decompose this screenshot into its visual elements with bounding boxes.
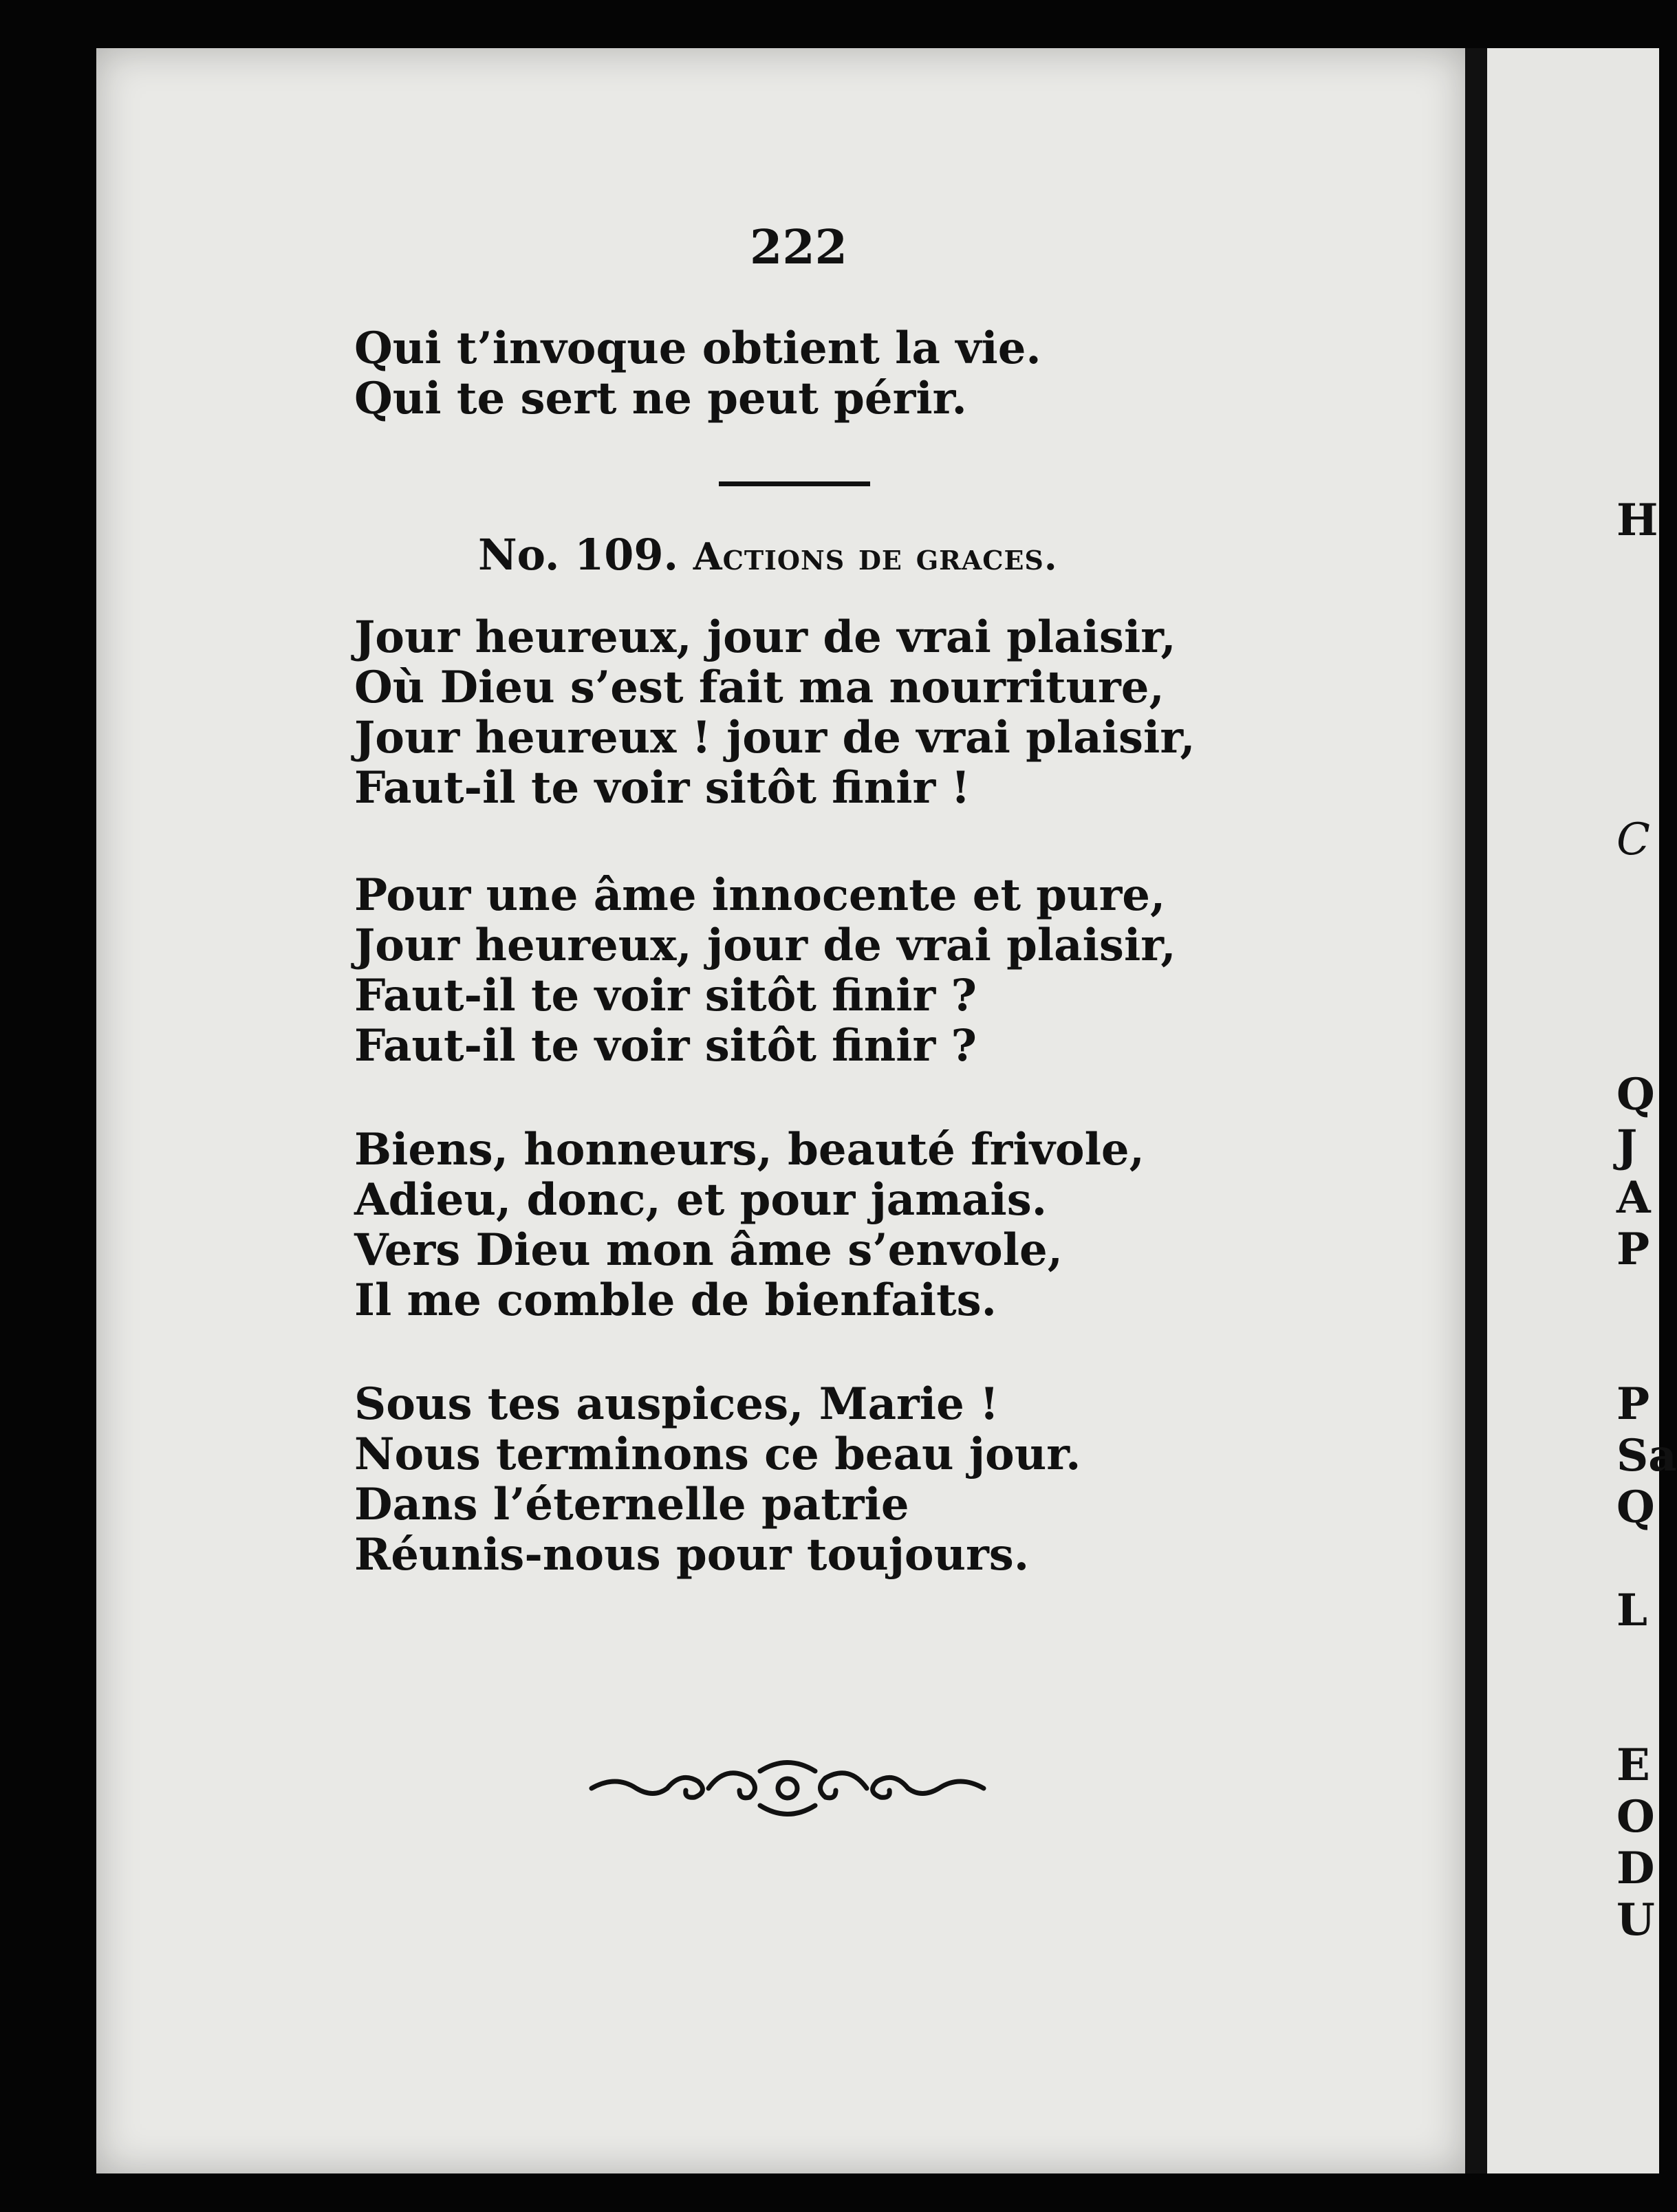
facing-page-fragment: O bbox=[1616, 1791, 1655, 1843]
verse-line: Jour heureux ! jour de vrai plaisir, bbox=[354, 712, 1195, 763]
hymn-heading bbox=[478, 530, 1058, 580]
stanza-1 bbox=[354, 612, 1195, 813]
verse-line: Dans l’éternelle patrie bbox=[354, 1479, 909, 1530]
stanza-3 bbox=[354, 1125, 1145, 1325]
facing-page-fragment: Sa bbox=[1616, 1430, 1677, 1482]
section-divider bbox=[719, 481, 870, 486]
verse-line: Faut-il te voir sitôt finir ! bbox=[354, 762, 971, 814]
verse-line: Biens, honneurs, beauté frivole, bbox=[354, 1124, 1145, 1175]
hymn-title: Actions de graces. bbox=[693, 534, 1058, 578]
stanza-4 bbox=[354, 1379, 1081, 1580]
verse-line: Faut-il te voir sitôt finir ? bbox=[354, 1020, 977, 1072]
verse-line: Pour une âme innocente et pure, bbox=[354, 869, 1166, 921]
facing-page-fragment: Q bbox=[1616, 1482, 1655, 1533]
verse-line: Nous terminons ce beau jour. bbox=[354, 1429, 1081, 1480]
facing-page-fragment: C bbox=[1616, 814, 1650, 865]
verse-line: Vers Dieu mon âme s’envole, bbox=[354, 1224, 1063, 1276]
verse-line: Réunis-nous pour toujours. bbox=[354, 1529, 1030, 1581]
verse-line: Sous tes auspices, Marie ! bbox=[354, 1378, 999, 1430]
facing-page-fragment: A bbox=[1616, 1172, 1651, 1224]
page-number: 222 bbox=[750, 220, 847, 275]
facing-page-fragment: U bbox=[1616, 1894, 1655, 1946]
verse-line: Qui te sert ne peut périr. bbox=[354, 373, 967, 424]
book-gutter bbox=[1465, 48, 1487, 2173]
verse-line: Faut-il te voir sitôt finir ? bbox=[354, 970, 977, 1021]
facing-page-fragment: E bbox=[1616, 1739, 1650, 1791]
verse-line: Qui t’invoque obtient la vie. bbox=[354, 323, 1041, 374]
facing-page-fragment: D bbox=[1616, 1843, 1655, 1894]
facing-page-fragment: P bbox=[1616, 1224, 1650, 1275]
ornament-flourish-icon bbox=[588, 1757, 987, 1819]
facing-page-fragment: L bbox=[1616, 1585, 1647, 1636]
verse-line: Jour heureux, jour de vrai plaisir, bbox=[354, 611, 1176, 663]
facing-page-fragment: Q bbox=[1616, 1069, 1655, 1120]
verse-line: Où Dieu s’est fait ma nourriture, bbox=[354, 662, 1165, 713]
facing-page-fragment: P bbox=[1616, 1378, 1650, 1430]
facing-page-fragment: J bbox=[1616, 1120, 1638, 1172]
verse-line: Il me comble de bienfaits. bbox=[354, 1275, 997, 1326]
verse-line: Adieu, donc, et pour jamais. bbox=[354, 1174, 1047, 1226]
facing-page-fragment: H bbox=[1616, 495, 1658, 546]
stanza-2 bbox=[354, 870, 1176, 1071]
opening-lines bbox=[354, 323, 1041, 424]
hymn-number: No. 109. bbox=[478, 530, 679, 580]
verse-line: Jour heureux, jour de vrai plaisir, bbox=[354, 920, 1176, 971]
